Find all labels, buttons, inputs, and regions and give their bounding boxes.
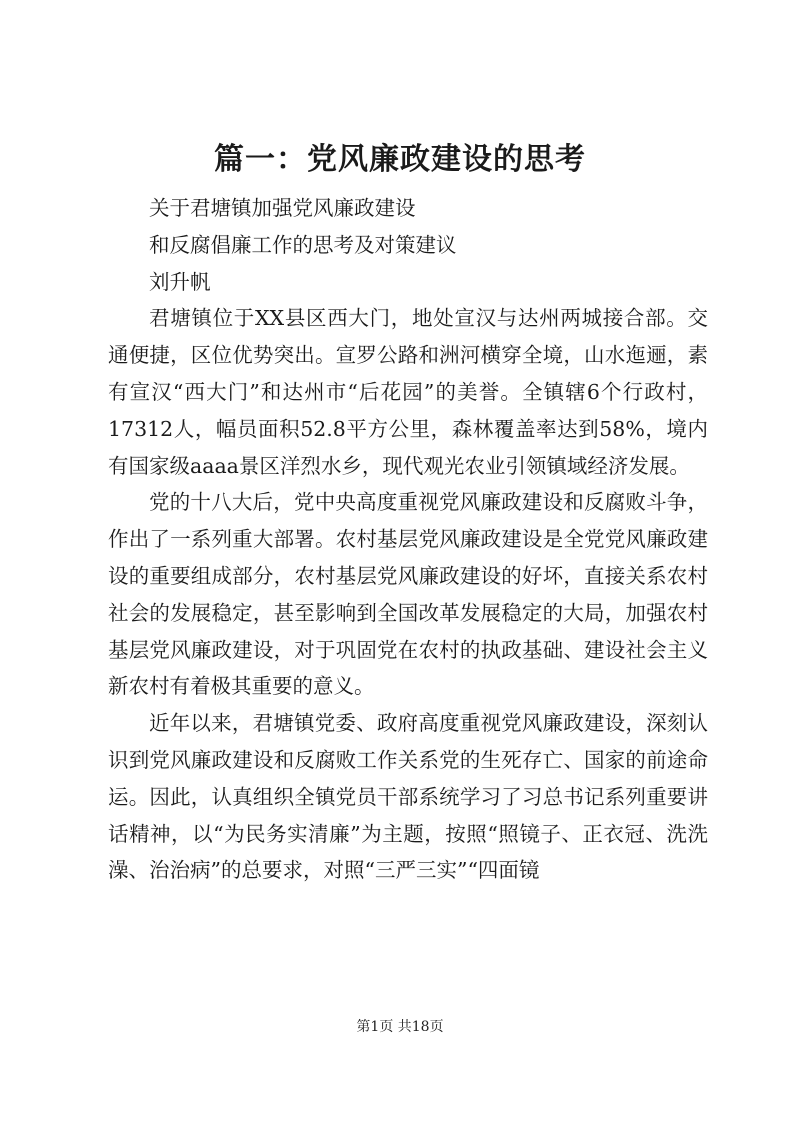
subtitle-line-2: 和反腐倡廉工作的思考及对策建议: [149, 232, 457, 257]
author-name: 刘升帆: [149, 269, 211, 294]
paragraph-intro: 君塘镇位于XX县区西大门，地处宣汉与达州两城接合部。交通便捷，区位优势突出。宣罗公路和洲河横穿全境，山水迤逦，素有宣汉“西大门”和达州市“后花园”的美誉。全镇辖6个行政村，17312人，幅员面积52.8平方公里，森林覆盖率达到58%，境内有国家级aaaa景区洋烈水乡，现代观光农业引领镇域经济发展。: [108, 306, 708, 478]
paragraph-recent-work: 近年以来，君塘镇党委、政府高度重视党风廉政建设，深刻认识到党风廉政建设和反腐败工作关系党的生死存亡、国家的前途命运。因此，认真组织全镇党员干部系统学习了习总书记系列重要讲话精神，以“为民务实清廉”为主题，按照“照镜子、正衣冠、洗洗澡、治治病”的总要求，对照“三严三实”“四面镜: [108, 711, 708, 883]
document-title: 篇一：党风廉政建设的思考: [214, 142, 586, 177]
document-body: [108, 190, 708, 889]
page-number: 第1页 共18页: [356, 1019, 444, 1035]
subtitle-line-1: 关于君塘镇加强党风廉政建设: [149, 196, 416, 220]
paragraph-background: 党的十八大后，党中央高度重视党风廉政建设和反腐败斗争，作出了一系列重大部署。农村基层党风廉政建设是全党党风廉政建设的重要组成部分，农村基层党风廉政建设的好坏，直接关系农村社会的发展稳定，甚至影响到全国改革发展稳定的大局，加强农村基层党风廉政建设，对于巩固党在农村的执政基础、建设社会主义新农村有着极其重要的意义。: [108, 490, 708, 699]
